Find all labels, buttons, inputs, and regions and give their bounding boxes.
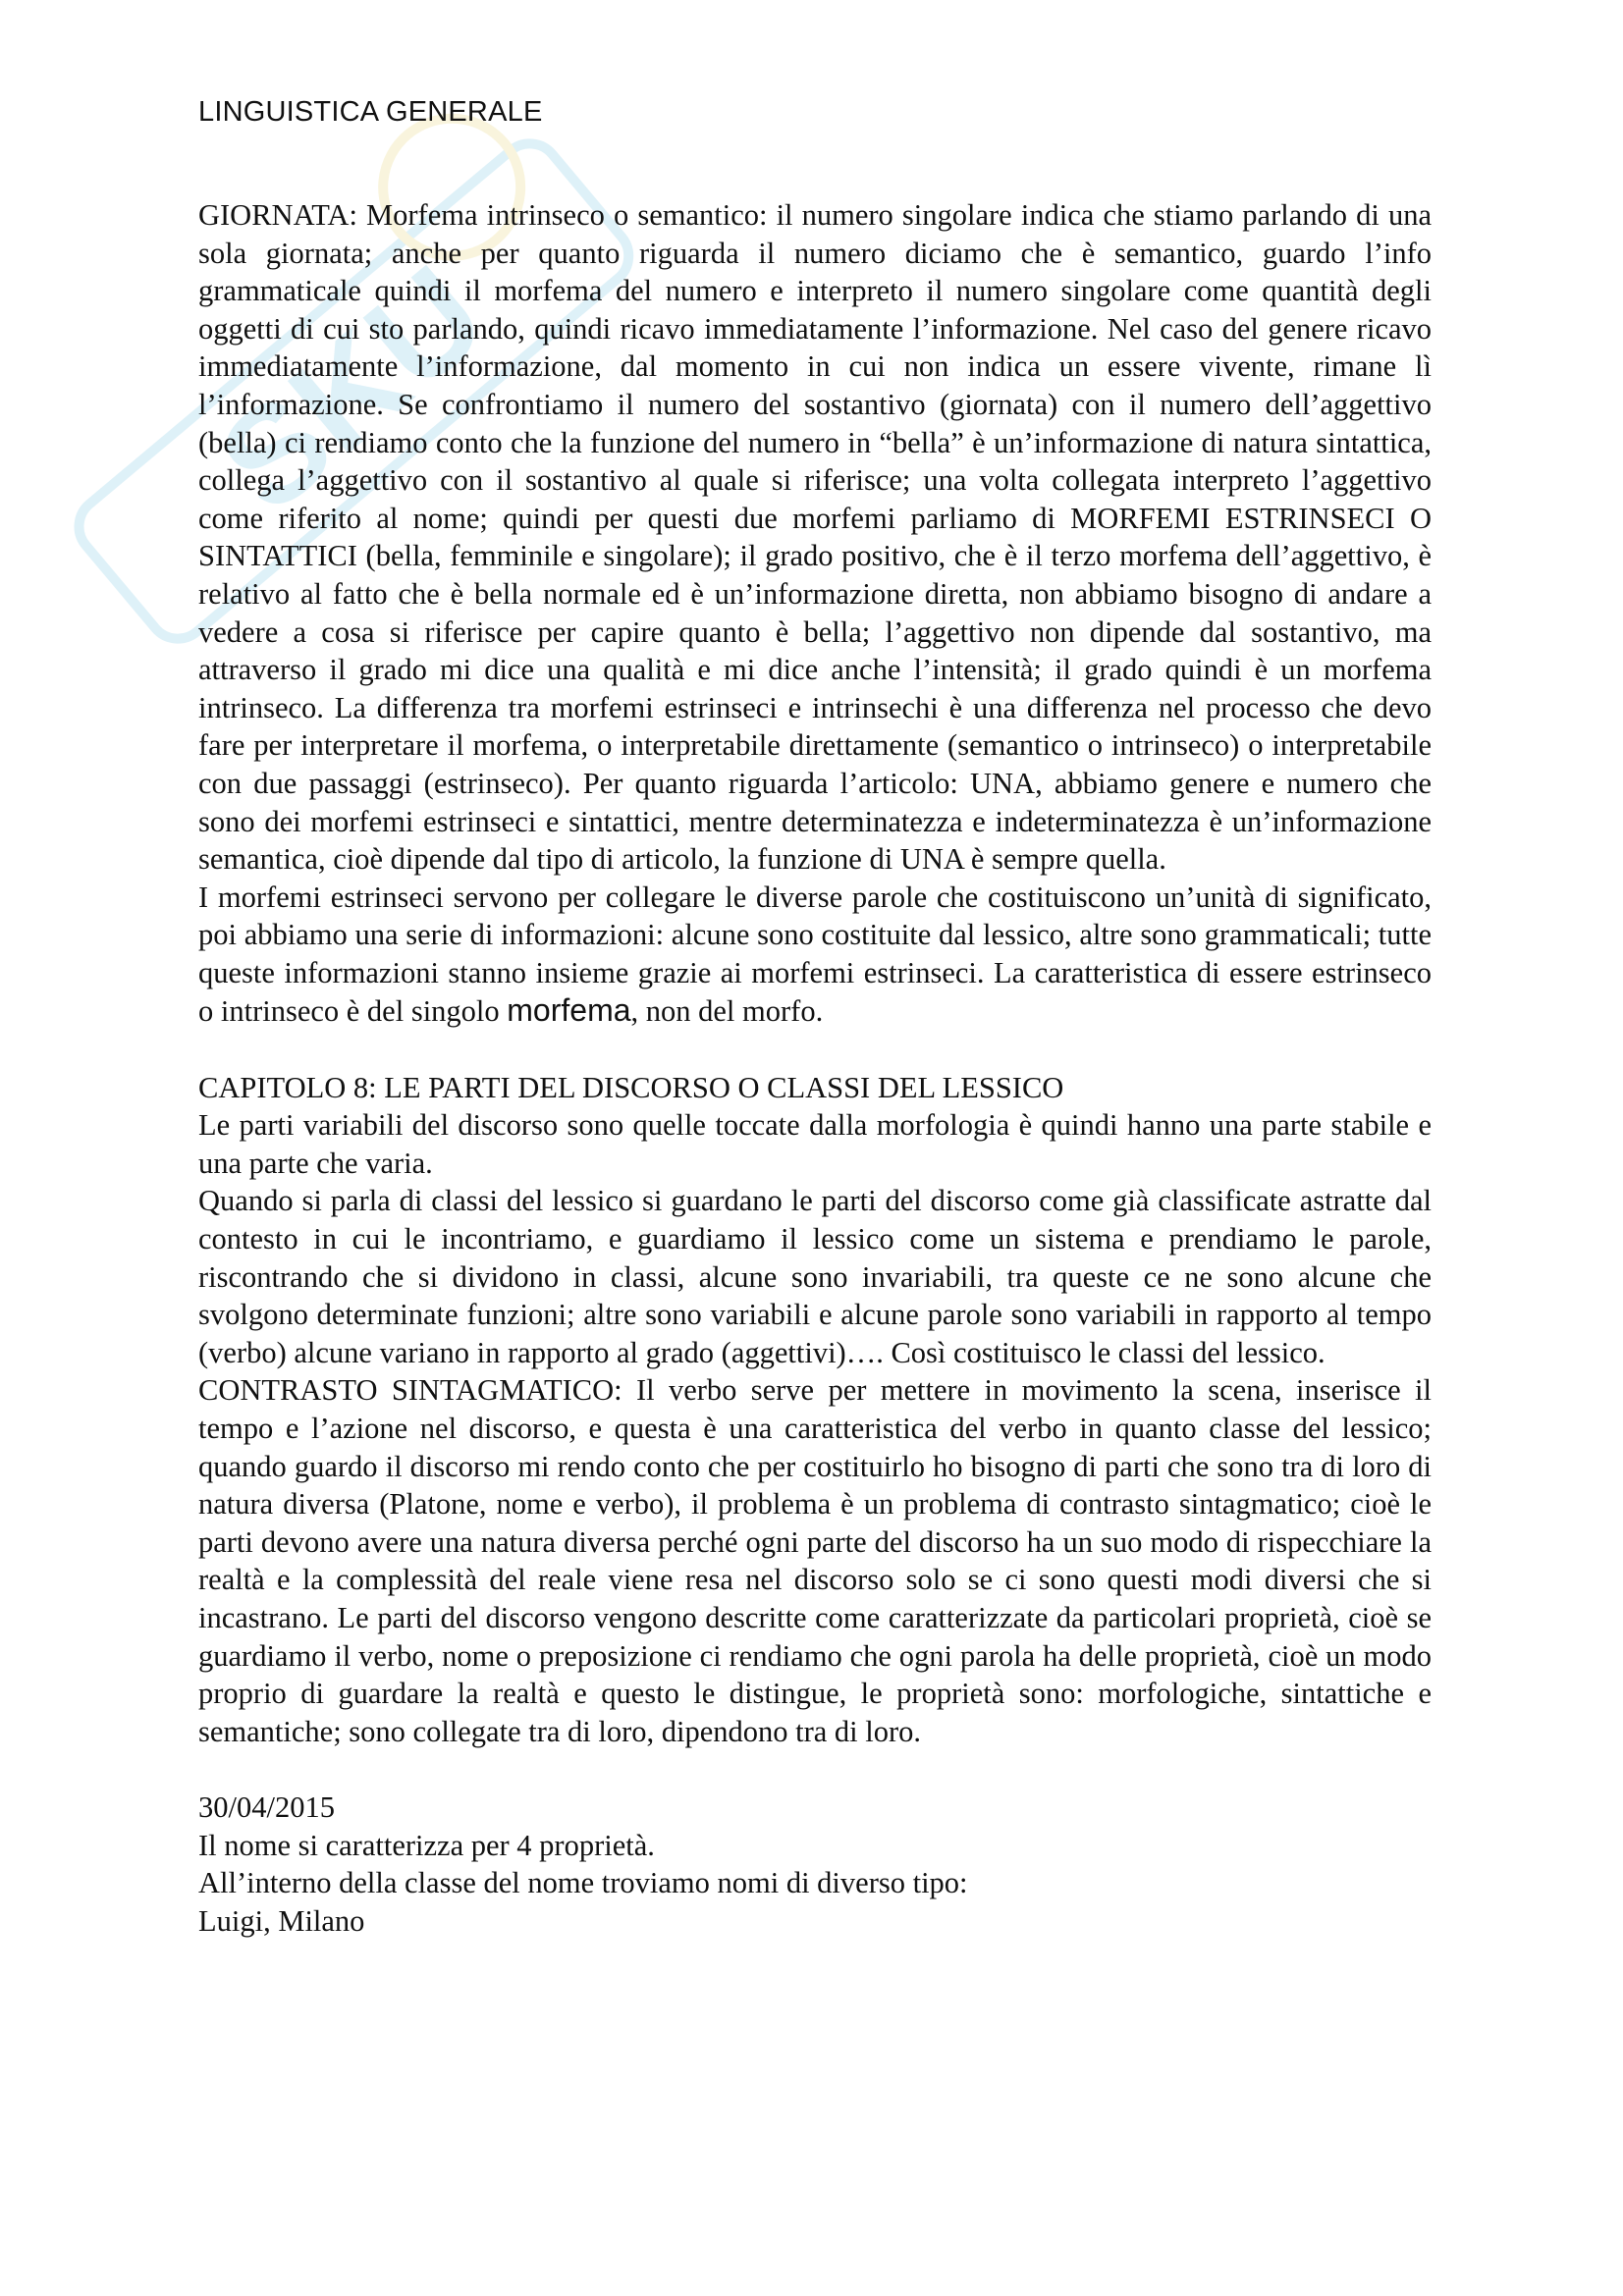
date-line: 30/04/2015 (198, 1789, 335, 1824)
document-body (198, 196, 1432, 1940)
morfema-word: morfema (507, 992, 631, 1029)
text-line-3: Luigi, Milano (198, 1903, 365, 1938)
document-header: LINGUISTICA GENERALE (198, 96, 543, 128)
chapter-title: CAPITOLO 8: LE PARTI DEL DISCORSO O CLASSI DEL LESSICO (198, 1070, 1064, 1104)
svg-text:SKU: SKU (190, 236, 513, 541)
paragraph-morfemi-text: I morfemi estrinseci servono per collegare le diverse parole che costituiscono un’unità di significato, poi abbiamo una serie di informazioni: alcune sono costituite dal lessico, altre sono grammaticali; tutte queste informazioni stanno insieme grazie ai morfemi estrinseci. La caratteristica di essere estrinseco o intrinseco è del singolo (198, 880, 1432, 1029)
paragraph-morfemi-end: , non del morfo. (630, 994, 824, 1029)
paragraph-giornata: GIORNATA: Morfema intrinseco o semantico: il numero singolare indica che stiamo parlando di una sola giornata; anche per quanto riguarda il numero diciamo che è semantico, guardo l’info grammaticale quindi il morfema del numero e interpreto il numero singolare come quantità degli oggetti di cui sto parlando, quindi ricavo immediatamente l’informazione. Nel caso del genere ricavo immediatamente l’informazione, dal momento in cui non indica un essere vivente, rimane lì l’informazione. Se confrontiamo il numero del sostantivo (giornata) con il numero dell’aggettivo (bella) ci rendiamo conto che la funzione del numero in “bella” è un’informazione di natura sintattica, collega l’aggettivo con il sostantivo al quale si riferisce; una volta collegata interpreto l’aggettivo come riferito al nome; quindi per questi due morfemi parliamo di MORFEMI ESTRINSECI O SINTATTICI (bella, femminile e singolare); il grado positivo, che è il terzo morfema dell’aggettivo, è relativo al fatto che è bella normale ed è un’informazione diretta, non abbiamo bisogno di andare a vedere a cosa si riferisce per capire quanto è bella; l’aggettivo non dipende dal sostantivo, ma attraverso il grado mi dice una qualità e mi dice anche l’intensità; il grado quindi è un morfema intrinseco. La differenza tra morfemi estrinseci e intrinsechi è una differenza nel processo che devo fare per interpretare il morfema, o interpretabile direttamente (semantico o intrinseco) o interpretabile con due passaggi (estrinseco). Per quanto riguarda l’articolo: UNA, abbiamo genere e numero che sono dei morfemi estrinseci e sintattici, mentre determinatezza e indeterminatezza è un’informazione semantica, cioè dipende dal tipo di articolo, la funzione di UNA è sempre quella. (198, 198, 1432, 877)
spacer (198, 1750, 1432, 1789)
paragraph-contrasto-sintagmatico: CONTRASTO SINTAGMATICO: Il verbo serve per mettere in movimento la scena, inserisce il tempo e l’azione nel discorso, e questa è una caratteristica del verbo in quanto classe del lessico; quando guardo il discorso mi rendo conto che per costituirlo ho bisogno di parti che sono tra di loro di natura diversa (Platone, nome e verbo), il problema è un problema di contrasto sintagmatico; cioè le parti devono avere una natura diversa perché ogni parte del discorso ha un suo modo di rispecchiare la realtà e la complessità del reale viene resa nel discorso solo se ci sono questi modi diversi che si incastrano. Le parti del discorso vengono descritte come caratterizzate da particolari proprietà, cioè se guardiamo il verbo, nome o preposizione ci rendiamo che ogni parola ha delle proprietà, cioè un modo proprio di guardare la realtà e questo le distingue, le proprietà sono: morfologiche, sintattiche e semantiche; sono collegate tra di loro, dipendono tra di loro. (198, 1373, 1432, 1748)
spacer (198, 1031, 1432, 1069)
text-line-1: Il nome si caratterizza per 4 proprietà. (198, 1828, 655, 1862)
paragraph-parti-variabili: Le parti variabili del discorso sono quelle toccate dalla morfologia è quindi hanno una parte stabile e una parte che varia. (198, 1108, 1432, 1180)
paragraph-morfemi-estrinseci (198, 879, 1432, 1031)
text-line-2: All’interno della classe del nome troviamo nomi di diverso tipo: (198, 1866, 968, 1900)
paragraph-classi-lessico: Quando si parla di classi del lessico si guardano le parti del discorso come già classificate astratte dal contesto in cui le incontriamo, e guardiamo il lessico come un sistema e prendiamo le parole, riscontrando che si dividono in classi, alcune sono invariabili, tra queste ce ne sono alcune che svolgono determinate funzioni; altre sono variabili e alcune parole sono variabili in rapporto al tempo (verbo) alcune variano in rapporto al grado (aggettivi)…. Così costituisco le classi del lessico. (198, 1184, 1432, 1369)
